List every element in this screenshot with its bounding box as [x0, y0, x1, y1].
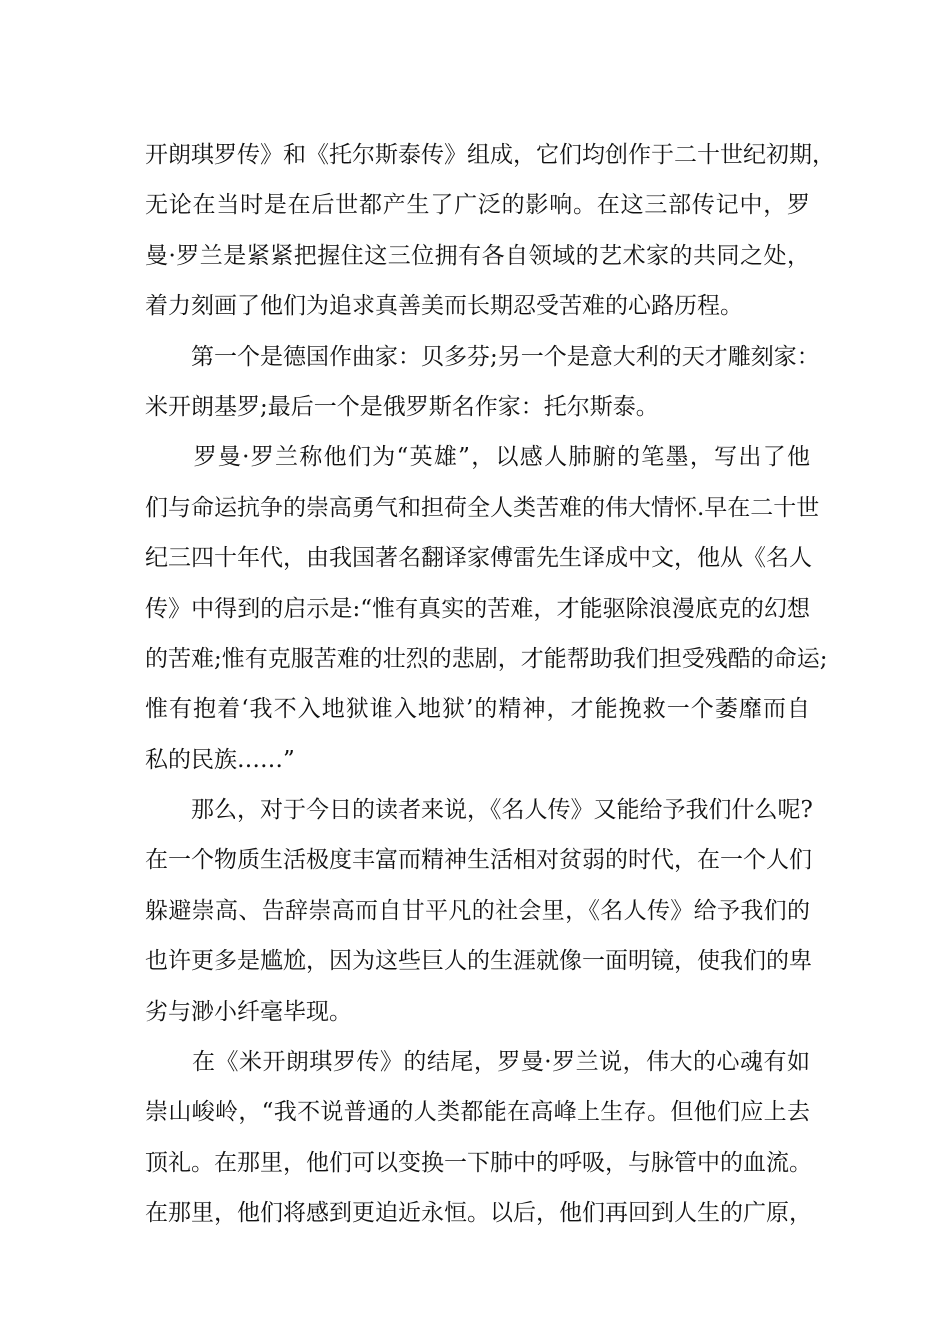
text-line: 罗曼·罗兰称他们为“英雄”，以感人肺腑的笔墨，写出了他	[145, 444, 810, 471]
text-line: 也许更多是尴尬，因为这些巨人的生涯就像一面明镜，使我们的卑	[145, 948, 812, 975]
text-line: 在那里，他们将感到更迫近永恒。以后，他们再回到人生的广原，	[145, 1200, 812, 1227]
text-line: 第一个是德国作曲家：贝多芬;另一个是意大利的天才雕刻家：	[145, 343, 820, 370]
text-line: 在《米开朗琪罗传》的结尾，罗曼·罗兰说，伟大的心魂有如	[145, 1049, 810, 1076]
text-line: 那么，对于今日的读者来说，《名人传》又能给予我们什么呢?	[145, 797, 813, 824]
text-line: 传》中得到的启示是:“惟有真实的苦难，才能驱除浪漫底克的幻想	[145, 595, 810, 622]
text-line: 崇山峻岭，“我不说普通的人类都能在高峰上生存。但他们应上去	[145, 1099, 810, 1126]
text-line: 着力刻画了他们为追求真善美而长期忍受苦难的心路历程。	[145, 293, 743, 320]
paragraph	[145, 432, 828, 785]
body-text	[145, 130, 835, 1239]
text-line: 米开朗基罗;最后一个是俄罗斯名作家：托尔斯泰。	[145, 393, 659, 420]
text-line: 顶礼。在那里，他们可以变换一下肺中的呼吸，与脉管中的血流。	[145, 1149, 812, 1176]
paragraph	[145, 332, 820, 433]
text-line: 惟有抱着‘我不入地狱谁入地狱’的精神，才能挽救一个萎靡而自	[145, 696, 810, 723]
text-line: 躲避崇高、告辞崇高而自甘平凡的社会里，《名人传》给予我们的	[145, 897, 810, 924]
text-line: 们与命运抗争的崇高勇气和担荷全人类苦难的伟大情怀.早在二十世	[145, 494, 820, 521]
text-line: 劣与渺小纤毫毕现。	[145, 998, 352, 1025]
text-line: 私的民族……”	[145, 746, 295, 773]
text-line: 的苦难;惟有克服苦难的壮烈的悲剧，才能帮助我们担受残酷的命运;	[145, 645, 828, 672]
paragraph	[145, 130, 835, 332]
paragraph	[145, 785, 813, 1037]
text-line: 曼·罗兰是紧紧把握住这三位拥有各自领域的艺术家的共同之处，	[145, 242, 810, 269]
text-line: 纪三四十年代，由我国著名翻译家傅雷先生译成中文，他从《名人	[145, 545, 812, 572]
text-line: 开朗琪罗传》和《托尔斯泰传》组成，它们均创作于二十世纪初期，	[145, 142, 835, 168]
text-line: 在一个物质生活极度丰富而精神生活相对贫弱的时代，在一个人们	[145, 847, 812, 874]
paragraph	[145, 1037, 810, 1239]
text-line: 无论在当时是在后世都产生了广泛的影响。在这三部传记中，罗	[145, 192, 810, 219]
